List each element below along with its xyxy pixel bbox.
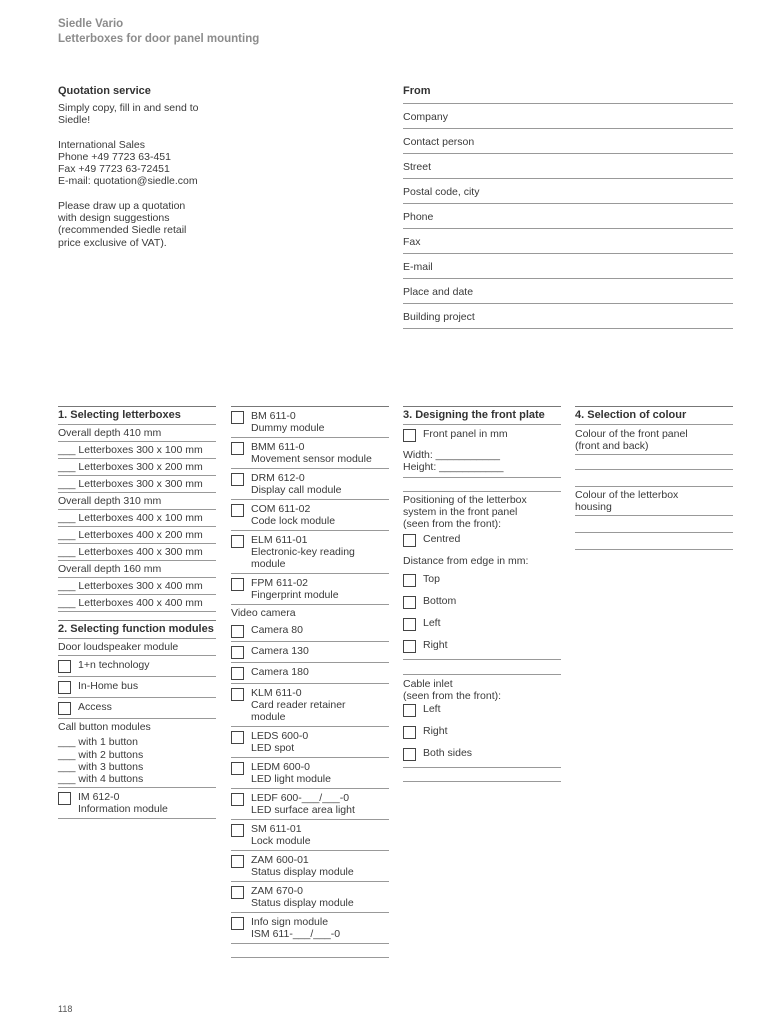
text-line: LEDS 600-0 — [251, 730, 309, 742]
option-label: Top — [423, 573, 440, 585]
module-option-com[interactable] — [231, 500, 389, 531]
option-label: Front panel in mm — [423, 428, 508, 440]
text-line: Dummy module — [251, 422, 325, 434]
edge-option-bottom[interactable] — [403, 592, 561, 614]
quotation-paragraph-1 — [58, 102, 223, 127]
text-line: (front and back) — [575, 440, 649, 452]
width-field[interactable]: Width: ___________ — [403, 449, 500, 461]
front-colour-blank[interactable] — [575, 470, 733, 487]
checkbox[interactable] — [58, 660, 71, 673]
centred-option[interactable] — [403, 530, 561, 550]
header-subtitle: Letterboxes for door panel mounting — [58, 33, 260, 45]
text-line: Card reader retainer — [251, 699, 346, 711]
text-line: IM 612-0 — [78, 791, 120, 803]
option-label: Both sides — [423, 747, 473, 759]
text-line: LEDM 600-0 — [251, 761, 310, 773]
door-option-1n[interactable] — [58, 656, 216, 677]
option-label — [251, 687, 346, 723]
text-line: International Sales — [58, 138, 145, 151]
text-line: Colour of the front panel — [575, 428, 688, 440]
option-label: Left — [423, 617, 441, 629]
from-field-building-project[interactable]: Building project — [403, 304, 733, 329]
text-line: ISM 611-___/___-0 — [251, 928, 341, 940]
section-1-title: 1. Selecting letterboxes — [58, 406, 216, 425]
checkbox[interactable] — [231, 473, 244, 486]
quotation-paragraph-3 — [58, 200, 223, 249]
im-module-option[interactable] — [58, 788, 216, 819]
housing-colour-blank[interactable] — [575, 516, 733, 533]
video-camera-label: Video camera — [231, 607, 296, 619]
checkbox[interactable] — [403, 748, 416, 761]
call-button-label: Call button modules — [58, 721, 151, 733]
positioning-label — [403, 492, 561, 530]
module-option-ledm[interactable] — [231, 758, 389, 789]
option-label: Centred — [423, 533, 461, 545]
from-field-fax[interactable]: Fax — [403, 229, 733, 254]
cable-option-left[interactable] — [403, 702, 561, 722]
text-line: Siedle! — [58, 114, 91, 127]
module-option-ledf[interactable] — [231, 789, 389, 820]
option-label — [251, 761, 331, 785]
front-colour-label — [575, 425, 733, 455]
checkbox[interactable] — [403, 726, 416, 739]
text-line: ZAM 670-0 — [251, 885, 303, 897]
text-line: LED surface area light — [251, 804, 355, 816]
text-line: with design suggestions — [58, 212, 170, 225]
letterbox-option[interactable]: ___ Letterboxes 300 x 400 mm — [58, 578, 216, 595]
height-field[interactable]: Height: ___________ — [403, 461, 561, 478]
text-line: Colour of the letterbox — [575, 489, 679, 501]
call-option[interactable]: ___ with 2 buttons — [58, 749, 144, 761]
checkbox[interactable] — [231, 667, 244, 680]
text-line: (seen from the front): — [403, 518, 502, 530]
option-label — [251, 916, 340, 940]
from-field-street[interactable]: Street — [403, 154, 733, 179]
edge-option-top[interactable] — [403, 570, 561, 592]
option-label — [251, 577, 339, 601]
depth-label: Overall depth 310 mm — [58, 493, 216, 510]
text-line: BM 611-0 — [251, 410, 296, 422]
option-label — [251, 410, 325, 434]
module-option-zam670[interactable] — [231, 882, 389, 913]
checkbox[interactable] — [403, 640, 416, 653]
checkbox[interactable] — [403, 596, 416, 609]
option-label — [251, 472, 341, 496]
from-field-contact-person[interactable]: Contact person — [403, 129, 733, 154]
checkbox[interactable] — [231, 411, 244, 424]
from-field-postal-code[interactable]: Postal code, city — [403, 179, 733, 204]
checkbox[interactable] — [403, 618, 416, 631]
column-4 — [575, 406, 733, 550]
letterbox-option[interactable]: ___ Letterboxes 400 x 200 mm — [58, 527, 216, 544]
checkbox[interactable] — [58, 792, 71, 805]
quotation-text — [58, 102, 223, 261]
text-line: Fax +49 7723 63-72451 — [58, 163, 170, 176]
option-label: Bottom — [423, 595, 457, 607]
module-option-bm[interactable] — [231, 407, 389, 438]
text-line: COM 611-02 — [251, 503, 311, 515]
text-line: Electronic-key reading — [251, 546, 355, 558]
letterbox-option[interactable]: ___ Letterboxes 300 x 300 mm — [58, 476, 216, 493]
option-label: Right — [423, 639, 448, 651]
option-label: In-Home bus — [78, 680, 139, 692]
option-label: 1+n technology — [78, 659, 150, 671]
option-label — [251, 503, 335, 527]
text-line: Positioning of the letterbox — [403, 494, 527, 506]
text-line: DRM 612-0 — [251, 472, 305, 484]
front-panel-option[interactable] — [403, 425, 561, 445]
text-line: module — [251, 711, 286, 723]
text-line: Info sign module — [251, 916, 329, 928]
option-label — [251, 885, 354, 909]
checkbox[interactable] — [231, 535, 244, 548]
text-line: FPM 611-02 — [251, 577, 308, 589]
option-label: Camera 80 — [251, 624, 303, 636]
text-line: Movement sensor module — [251, 453, 372, 465]
cable-inlet-label — [403, 674, 561, 702]
door-option-access[interactable] — [58, 698, 216, 719]
camera-option-130[interactable] — [231, 642, 389, 663]
front-colour-blank[interactable] — [575, 455, 733, 470]
text-line: E-mail: quotation@siedle.com — [58, 175, 198, 188]
distance-label: Distance from edge in mm: — [403, 555, 529, 567]
housing-colour-label — [575, 487, 733, 516]
column-2 — [231, 406, 389, 958]
text-line: (seen from the front): — [403, 690, 502, 702]
text-line: KLM 611-0 — [251, 687, 302, 699]
option-label: Camera 180 — [251, 666, 309, 678]
option-label — [251, 730, 308, 754]
text-line: price exclusive of VAT). — [58, 236, 167, 249]
from-field-email[interactable]: E-mail — [403, 254, 733, 279]
checkbox[interactable] — [231, 731, 244, 744]
quotation-paragraph-2 — [58, 139, 223, 188]
text-line: LED spot — [251, 742, 295, 754]
camera-option-80[interactable] — [231, 621, 389, 642]
checkbox[interactable] — [403, 574, 416, 587]
camera-option-180[interactable] — [231, 663, 389, 684]
blank-line[interactable] — [403, 768, 561, 782]
page-number: 118 — [58, 1004, 73, 1014]
checkbox[interactable] — [231, 442, 244, 455]
option-label — [78, 791, 168, 815]
checkbox[interactable] — [403, 429, 416, 442]
text-line: Code lock module — [251, 515, 336, 527]
checkbox[interactable] — [58, 702, 71, 715]
text-line: Please draw up a quotation — [58, 199, 186, 212]
option-label — [251, 534, 355, 570]
header-brand: Siedle Vario — [58, 18, 124, 30]
checkbox[interactable] — [231, 793, 244, 806]
blank-line[interactable] — [231, 944, 389, 958]
checkbox[interactable] — [231, 646, 244, 659]
text-line: housing — [575, 501, 612, 513]
module-option-zam600[interactable] — [231, 851, 389, 882]
module-option-drm[interactable] — [231, 469, 389, 500]
checkbox[interactable] — [231, 762, 244, 775]
module-option-leds[interactable] — [231, 727, 389, 758]
text-line: LEDF 600-___/___-0 — [251, 792, 350, 804]
document-header — [58, 17, 259, 47]
module-option-fpm[interactable] — [231, 574, 389, 605]
module-option-elm[interactable] — [231, 531, 389, 574]
checkbox[interactable] — [231, 855, 244, 868]
option-label — [251, 823, 311, 847]
text-line: LED light module — [251, 773, 331, 785]
text-line: (recommended Siedle retail — [58, 224, 187, 237]
checkbox[interactable] — [231, 625, 244, 638]
edge-option-left[interactable] — [403, 614, 561, 636]
section-3-title: 3. Designing the front plate — [403, 406, 561, 425]
letterbox-option[interactable]: ___ Letterboxes 400 x 100 mm — [58, 510, 216, 527]
module-option-bmm[interactable] — [231, 438, 389, 469]
checkbox[interactable] — [231, 688, 244, 701]
column-1 — [58, 406, 216, 819]
letterbox-option[interactable]: ___ Letterboxes 400 x 400 mm — [58, 595, 216, 612]
text-line: Cable inlet — [403, 678, 453, 690]
text-line: system in the front panel — [403, 506, 518, 518]
text-line: Status display module — [251, 897, 354, 909]
option-label — [251, 792, 355, 816]
from-field-place-date[interactable]: Place and date — [403, 279, 733, 304]
option-label: Camera 130 — [251, 645, 309, 657]
module-option-klm[interactable] — [231, 684, 389, 727]
text-line: Display call module — [251, 484, 342, 496]
text-line: SM 611-01 — [251, 823, 302, 835]
letterbox-option[interactable]: ___ Letterboxes 300 x 200 mm — [58, 459, 216, 476]
module-option-sm[interactable] — [231, 820, 389, 851]
section-4-title: 4. Selection of colour — [575, 406, 733, 425]
column-3 — [403, 406, 561, 782]
door-option-inhome[interactable] — [58, 677, 216, 698]
from-field-phone[interactable]: Phone — [403, 204, 733, 229]
blank-line[interactable] — [403, 478, 561, 492]
checkbox[interactable] — [231, 886, 244, 899]
text-line: Status display module — [251, 866, 354, 878]
text-line: Lock module — [251, 835, 311, 847]
door-loudspeaker-label: Door loudspeaker module — [58, 639, 216, 656]
text-line: ZAM 600-01 — [251, 854, 309, 866]
text-line: ELM 611-01 — [251, 534, 308, 546]
text-line: Simply copy, fill in and send to — [58, 102, 199, 114]
checkbox[interactable] — [231, 578, 244, 591]
from-field-company[interactable]: Company — [403, 104, 733, 129]
text-line: Fingerprint module — [251, 589, 339, 601]
checkbox[interactable] — [58, 681, 71, 694]
option-label — [251, 854, 354, 878]
checkbox[interactable] — [403, 534, 416, 547]
quotation-title: Quotation service — [58, 85, 151, 97]
call-option[interactable]: ___ with 1 button — [58, 736, 138, 748]
text-line: module — [251, 558, 286, 570]
from-form — [403, 85, 733, 329]
checkbox[interactable] — [403, 704, 416, 717]
call-option[interactable]: ___ with 3 buttons — [58, 761, 144, 773]
option-label: Access — [78, 701, 112, 713]
call-option[interactable]: ___ with 4 buttons — [58, 773, 216, 788]
option-label: Right — [423, 725, 448, 737]
checkbox[interactable] — [231, 824, 244, 837]
text-line: BMM 611-0 — [251, 441, 305, 453]
cable-option-right[interactable] — [403, 722, 561, 744]
section-2-title: 2. Selecting function modules — [58, 620, 216, 639]
letterbox-option[interactable]: ___ Letterboxes 400 x 300 mm — [58, 544, 216, 561]
checkbox[interactable] — [231, 504, 244, 517]
letterbox-option[interactable]: ___ Letterboxes 300 x 100 mm — [58, 442, 216, 459]
checkbox[interactable] — [231, 917, 244, 930]
depth-label: Overall depth 410 mm — [58, 425, 216, 442]
text-line: Information module — [78, 803, 168, 815]
depth-label: Overall depth 160 mm — [58, 561, 216, 578]
text-line: Phone +49 7723 63-451 — [58, 150, 171, 163]
from-title: From — [403, 85, 733, 104]
option-label: Left — [423, 703, 441, 715]
option-label — [251, 441, 372, 465]
cable-option-both[interactable] — [403, 744, 561, 768]
edge-option-right[interactable] — [403, 636, 561, 660]
module-option-ism[interactable] — [231, 913, 389, 944]
housing-colour-blank[interactable] — [575, 533, 733, 550]
